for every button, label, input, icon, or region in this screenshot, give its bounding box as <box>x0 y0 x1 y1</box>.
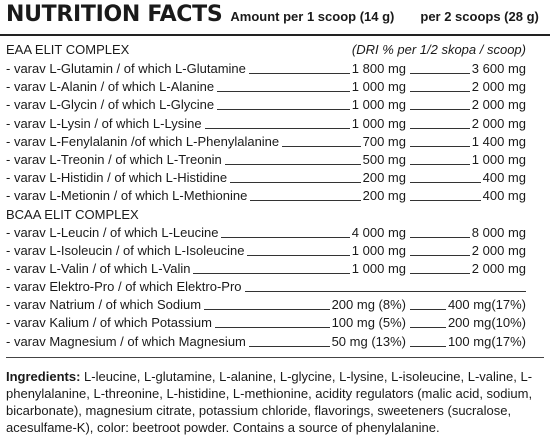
amount-per-2-scoops: per 2 scoops (28 g) <box>420 9 539 24</box>
eaa-row <box>6 169 544 187</box>
bcaa-row-label: - varav Elektro-Pro / of which Elektro-Pro <box>6 279 242 295</box>
eaa-row <box>6 78 544 96</box>
eaa-row-leader-line <box>410 91 470 92</box>
eaa-row-value-1-scoop: 1 000 mg <box>351 97 406 113</box>
eaa-row-value-2-scoops: 1 400 mg <box>471 133 526 149</box>
bcaa-row-leader-line <box>410 309 446 310</box>
bcaa-row-leader-line <box>410 237 470 238</box>
bcaa-row <box>6 314 544 332</box>
bcaa-row-value-2-scoops: 2 000 mg <box>471 242 526 258</box>
bcaa-row-value-2-scoops: 2 000 mg <box>471 260 526 276</box>
bcaa-row <box>6 224 544 242</box>
bcaa-row <box>6 278 544 296</box>
bcaa-row-value-1-scoop: 1 000 mg <box>351 260 406 276</box>
bcaa-row-value-1-scoop: 200 mg (8%) <box>331 297 406 313</box>
eaa-row-value-2-scoops: 400 mg <box>482 170 526 186</box>
eaa-row <box>6 115 544 133</box>
eaa-row-value-1-scoop: 700 mg <box>362 133 406 149</box>
eaa-row-label: - varav L-Histidin / of which L-Histidine <box>6 170 228 186</box>
eaa-row-label: - varav L-Treonin / of which L-Treonin <box>6 151 222 167</box>
bcaa-row-leader-line <box>410 273 470 274</box>
eaa-row-value-1-scoop: 1 800 mg <box>351 61 406 76</box>
bcaa-row-leader-line <box>410 327 446 328</box>
bcaa-row-leader-line <box>221 237 349 238</box>
eaa-row-value-2-scoops: 3 600 mg <box>471 61 526 76</box>
bcaa-section-title: BCAA ELIT COMPLEX <box>6 206 139 222</box>
eaa-row-value-2-scoops: 1 000 mg <box>471 151 526 167</box>
eaa-row-value-2-scoops: 2 000 mg <box>471 115 526 131</box>
eaa-row-leader-line <box>225 164 361 165</box>
bcaa-row-leader-line <box>193 273 349 274</box>
eaa-row-label: - varav L-Glutamin / of which L-Glutamine <box>6 61 246 76</box>
eaa-row-label: - varav L-Lysin / of which L-Lysine <box>6 115 202 131</box>
eaa-section-header <box>6 42 544 60</box>
eaa-row-value-1-scoop: 200 mg <box>362 170 406 186</box>
bcaa-rows <box>6 224 544 351</box>
eaa-section-title: EAA ELIT COMPLEX <box>6 42 130 57</box>
bcaa-row-value-1-scoop: 1 000 mg <box>351 242 406 258</box>
eaa-row <box>6 60 544 78</box>
eaa-row-leader-line <box>217 91 350 92</box>
bcaa-row-value-2-scoops: 400 mg(17%) <box>447 297 526 313</box>
eaa-row-label: - varav L-Fenylalanin /of which L-Phenylalanine <box>6 133 280 149</box>
bcaa-row-label: - varav L-Valin / of which L-Valin <box>6 260 191 276</box>
amount-per-1-scoop: Amount per 1 scoop (14 g) <box>230 9 395 24</box>
header-rule <box>0 34 550 36</box>
eaa-rows <box>6 60 544 206</box>
eaa-row-leader-line <box>249 73 350 74</box>
eaa-row-leader-line <box>410 109 470 110</box>
bcaa-row-leader-line <box>410 255 470 256</box>
bcaa-row-label: - varav L-Leucin / of which L-Leucine <box>6 224 219 240</box>
bcaa-row-label: - varav Magnesium / of which Magnesium <box>6 333 246 349</box>
bcaa-row-label: - varav Natrium / of which Sodium <box>6 297 202 313</box>
eaa-row-value-1-scoop: 200 mg <box>362 188 406 204</box>
eaa-row-leader-line <box>217 109 350 110</box>
eaa-row <box>6 187 544 205</box>
bcaa-row <box>6 333 544 351</box>
eaa-row-label: - varav L-Glycin / of which L-Glycine <box>6 97 215 113</box>
bcaa-row-leader-line <box>247 255 349 256</box>
eaa-row-leader-line <box>410 128 470 129</box>
eaa-row-leader-line <box>410 182 481 183</box>
eaa-row-value-1-scoop: 1 000 mg <box>351 115 406 131</box>
bcaa-row <box>6 296 544 314</box>
eaa-row-value-1-scoop: 1 000 mg <box>351 79 406 95</box>
eaa-row-value-2-scoops: 2 000 mg <box>471 79 526 95</box>
bcaa-row-leader-line <box>215 327 330 328</box>
eaa-row <box>6 133 544 151</box>
eaa-row-leader-line <box>282 146 360 147</box>
bcaa-row-value-1-scoop: 100 mg (5%) <box>331 315 406 331</box>
bcaa-row-leader-line <box>410 346 446 347</box>
eaa-row-leader-line <box>410 73 470 74</box>
bcaa-row-leader-line <box>249 346 330 347</box>
eaa-row-value-2-scoops: 2 000 mg <box>471 97 526 113</box>
bcaa-row <box>6 260 544 278</box>
ingredients-heading: Ingredients: <box>6 368 81 384</box>
eaa-row-leader-line <box>410 164 470 165</box>
eaa-row-label: - varav L-Metionin / of which L-Methionine <box>6 188 248 204</box>
ingredients-block <box>6 358 544 436</box>
bcaa-row-value-1-scoop: 50 mg (13%) <box>331 333 406 349</box>
bcaa-row-value-2-scoops: 100 mg(17%) <box>447 333 526 349</box>
eaa-row <box>6 151 544 169</box>
nutrition-title: NUTRITION FACTS <box>6 2 223 27</box>
eaa-row-label: - varav L-Alanin / of which L-Alanine <box>6 79 215 95</box>
eaa-row-leader-line <box>410 200 481 201</box>
bcaa-row-value-2-scoops: 8 000 mg <box>471 224 526 240</box>
bcaa-row-value-2-scoops: 200 mg(10%) <box>447 315 526 331</box>
eaa-row-leader-line <box>205 128 350 129</box>
bcaa-row-label: - varav Kalium / of which Potassium <box>6 315 212 331</box>
bcaa-row-label: - varav L-Isoleucin / of which L-Isoleucine <box>6 242 245 258</box>
bcaa-row-leader-line <box>245 291 526 292</box>
eaa-row <box>6 96 544 114</box>
bcaa-row-leader-line <box>204 309 330 310</box>
eaa-row-leader-line <box>410 146 470 147</box>
dri-note: (DRI % per 1/2 skopa / scoop) <box>351 42 526 57</box>
nutrition-header <box>6 0 544 36</box>
bcaa-row-value-1-scoop: 4 000 mg <box>351 224 406 240</box>
bcaa-row <box>6 242 544 260</box>
ingredients-text: L-leucine, L-glutamine, L-alanine, L-glycine, L-lysine, L-isoleucine, L-valine, L-phenylalanine, L-threonine, L-histidine, L-methionine, acidity regulators (malic acid, sodium, bicarbonate), magnesium citrate, potassium chloride, flavorings, sweeteners (sucralose, acesulfame-K), color: beetroot powder. Contains a source of phenylalanine. <box>6 368 533 435</box>
eaa-row-leader-line <box>250 200 360 201</box>
eaa-row-value-1-scoop: 500 mg <box>362 151 406 167</box>
eaa-row-leader-line <box>230 182 361 183</box>
eaa-row-value-2-scoops: 400 mg <box>482 188 526 204</box>
